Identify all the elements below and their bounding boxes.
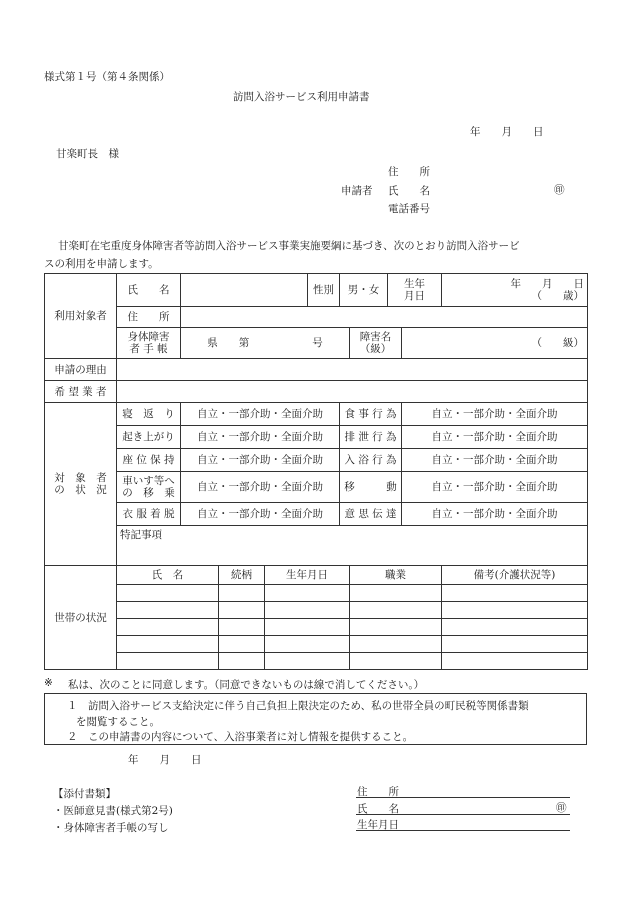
household-header: 職業	[350, 566, 442, 585]
condition-label: 対 象 者 の 状 況	[45, 403, 117, 566]
signature-address-line[interactable]	[356, 797, 570, 798]
condition-item-label: 寝 返 り	[117, 403, 181, 426]
target-section-label: 利用対象者	[45, 274, 117, 359]
condition-item-label: 排 泄 行 為	[340, 426, 402, 449]
signature-birth-label: 生年月日	[357, 819, 399, 831]
signature-name-label: 氏 名	[357, 803, 399, 815]
disability-label: 障害名 （級）	[350, 328, 402, 359]
signature-seal: ㊞	[556, 802, 567, 814]
attachments-heading: 【添付書類】	[53, 788, 116, 800]
household-row[interactable]	[45, 585, 588, 602]
household-label: 世帯の状況	[45, 566, 117, 670]
condition-item-label: 車いす等へ の 移 乗	[117, 472, 181, 503]
condition-item-label: 衣 服 着 脱	[117, 503, 181, 526]
consent-mark: ※	[44, 677, 53, 689]
household-header: 氏 名	[117, 566, 219, 585]
reason-field[interactable]	[117, 359, 588, 381]
provider-label: 希 望 業 者	[45, 381, 117, 403]
sex-options[interactable]: 男・女	[340, 274, 388, 307]
condition-item-value[interactable]: 自立・一部介助・全面介助	[402, 472, 588, 503]
target-name-field[interactable]	[181, 274, 308, 307]
condition-item-value[interactable]: 自立・一部介助・全面介助	[402, 503, 588, 526]
household-header: 続柄	[219, 566, 265, 585]
notes-field[interactable]	[117, 526, 588, 566]
provider-field[interactable]	[117, 381, 588, 403]
intro-line-2: スの利用を申請します。	[44, 258, 159, 270]
target-name-label: 氏 名	[117, 274, 181, 307]
condition-item-value[interactable]: 自立・一部介助・全面介助	[402, 426, 588, 449]
intro-line-1: 甘楽町在宅重度身体障害者等訪問入浴サービス事業実施要綱に基づき、次のとおり訪問入浴サービ	[58, 240, 520, 252]
condition-item-value[interactable]: 自立・一部介助・全面介助	[181, 449, 340, 472]
consent-box	[44, 693, 587, 745]
consent-item-1-cont: を閲覧すること。	[76, 716, 160, 728]
form-number: 様式第１号（第４条関係）	[44, 71, 170, 83]
signature-name-line[interactable]	[356, 814, 570, 815]
consent-item-2: ２ この申請書の内容について、入浴事業者に対し情報を提供すること。	[67, 731, 414, 743]
applicant-phone-label: 電話番号	[388, 203, 430, 215]
attachment-item: ・身体障害者手帳の写し	[53, 822, 169, 834]
condition-item-label: 入 浴 行 為	[340, 449, 402, 472]
condition-item-value[interactable]: 自立・一部介助・全面介助	[181, 503, 340, 526]
page-title: 訪問入浴サービス利用申請書	[233, 91, 370, 103]
seal-mark: ㊞	[554, 184, 565, 196]
applicant-prefix: 申請者	[341, 185, 373, 197]
disability-field[interactable]: （ 級）	[402, 328, 588, 359]
addressee: 甘楽町長 様	[56, 148, 119, 160]
household-header: 備考(介護状況等)	[442, 566, 588, 585]
sex-label: 性別	[308, 274, 340, 307]
household-row[interactable]	[45, 602, 588, 619]
date-line: 年 月 日	[470, 126, 544, 138]
condition-item-value[interactable]: 自立・一部介助・全面介助	[402, 403, 588, 426]
birth-label: 生年 月日	[388, 274, 442, 307]
target-address-field[interactable]	[181, 307, 588, 328]
condition-item-value[interactable]: 自立・一部介助・全面介助	[402, 449, 588, 472]
household-row[interactable]	[45, 636, 588, 653]
signature-address-label: 住 所	[357, 786, 399, 798]
signature-birth-line[interactable]	[356, 830, 570, 831]
reason-label: 申請の理由	[45, 359, 117, 381]
birth-field[interactable]: 年 月 日 （ 歳）	[442, 274, 588, 307]
household-header: 生年月日	[265, 566, 350, 585]
condition-item-value[interactable]: 自立・一部介助・全面介助	[181, 403, 340, 426]
handbook-label: 身体障害 者 手 帳	[117, 328, 181, 359]
applicant-name-label: 氏 名	[388, 185, 430, 197]
condition-item-label: 食 事 行 為	[340, 403, 402, 426]
consent-item-1: １ 訪問入浴サービス支給決定に伴う自己負担上限決定のため、私の世帯全員の町民税等関係書類	[67, 700, 529, 712]
consent-date: 年 月 日	[128, 754, 202, 766]
condition-item-value[interactable]: 自立・一部介助・全面介助	[181, 426, 340, 449]
condition-item-label: 起き上がり	[117, 426, 181, 449]
condition-item-label: 意 思 伝 達	[340, 503, 402, 526]
household-row[interactable]	[45, 619, 588, 636]
applicant-address-label: 住 所	[388, 166, 430, 178]
condition-item-label: 座 位 保 持	[117, 449, 181, 472]
attachment-item: ・医師意見書(様式第2号)	[53, 805, 173, 817]
notes-label: 特記事項	[120, 529, 162, 541]
consent-heading: 私は、次のことに同意します。（同意できないものは線で消してください。）	[68, 679, 425, 691]
handbook-field[interactable]: 県 第 号	[181, 328, 350, 359]
condition-item-label: 移 動	[340, 472, 402, 503]
application-table	[44, 273, 588, 670]
condition-item-value[interactable]: 自立・一部介助・全面介助	[181, 472, 340, 503]
household-row[interactable]	[45, 653, 588, 670]
target-address-label: 住 所	[117, 307, 181, 328]
